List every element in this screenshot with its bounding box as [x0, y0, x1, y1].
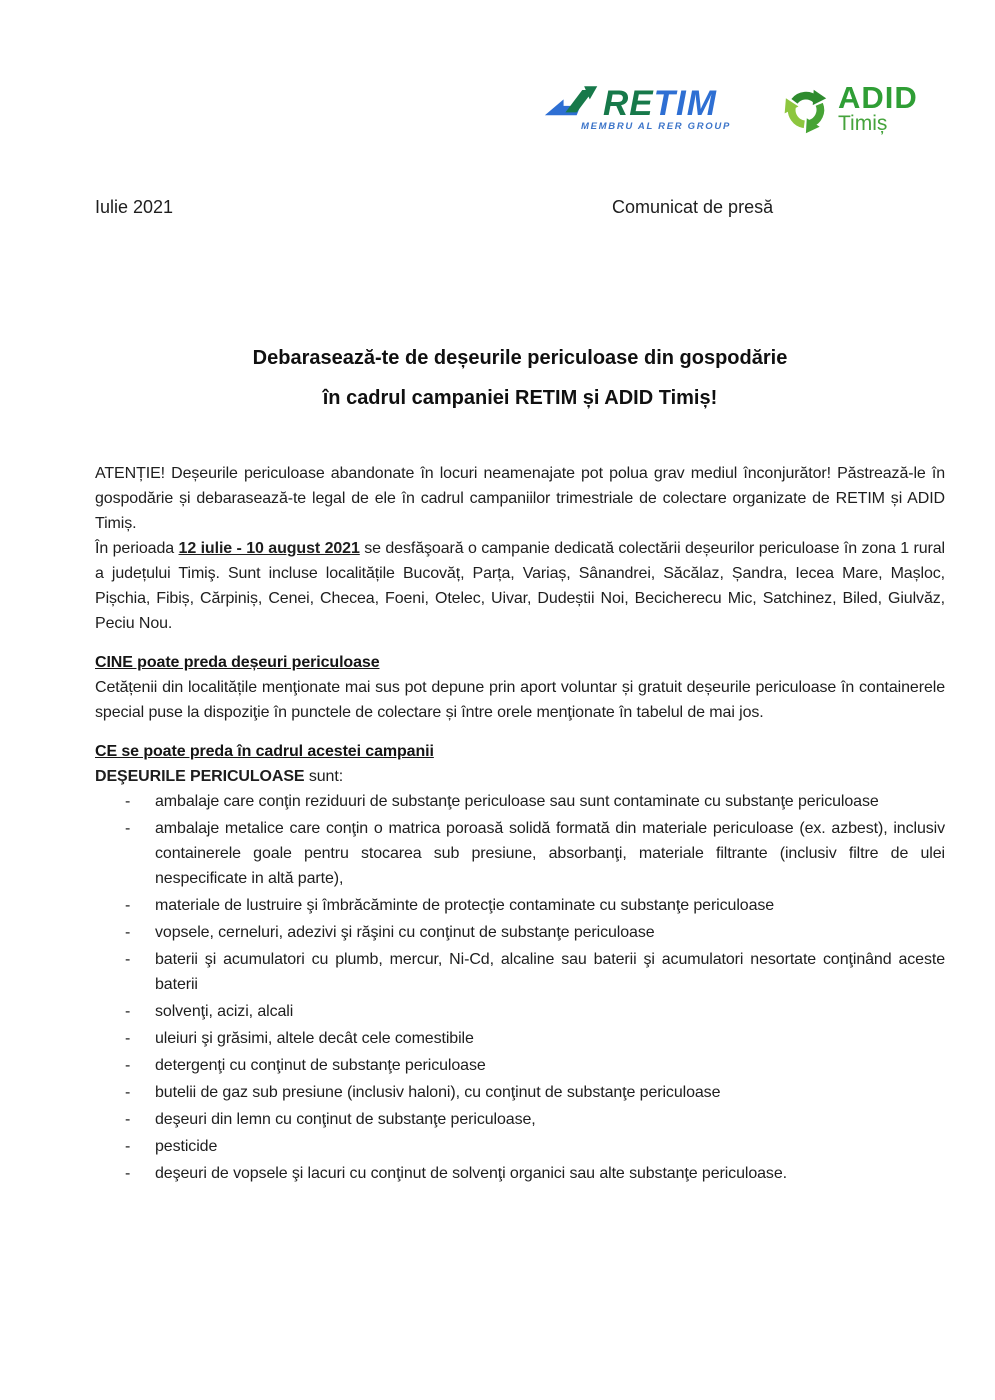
list-item: - detergenţi cu conţinut de substanţe periculoase — [95, 1053, 945, 1078]
retim-tagline: MEMBRU AL RER GROUP — [581, 121, 731, 132]
bullet-dash: - — [125, 820, 131, 837]
spacer — [95, 636, 945, 650]
bullet-dash: - — [125, 1084, 131, 1101]
adid-region-label: Timiș — [838, 111, 888, 135]
bullet-dash: - — [125, 1138, 131, 1155]
retim-arrows-icon — [543, 84, 601, 124]
bullet-dash: - — [125, 1111, 131, 1128]
who-paragraph: Cetățenii din localitățile menţionate mai sus pot depune prin aport voluntar și gratuit deșeurile periculoase în containerele special puse la dispoziţie în punctele de colectare și între orele menţionate în tabelul de mai jos. — [95, 679, 945, 721]
bullet-dash: - — [125, 1165, 131, 1182]
period-prefix: În perioada — [95, 540, 179, 557]
bullet-dash: - — [125, 793, 131, 810]
bullet-dash: - — [125, 1030, 131, 1047]
page-title — [95, 338, 945, 418]
page-title-line-1: Debarasează-te de deșeurile periculoase din gospodărie — [252, 347, 788, 369]
date-label: Iulie 2021 — [95, 197, 174, 217]
list-item: - pesticide — [95, 1134, 945, 1159]
bullet-dash: - — [125, 924, 131, 941]
spacer — [95, 725, 945, 739]
list-item: - baterii şi acumulatori cu plumb, mercur, Ni-Cd, alcaline sau baterii şi acumulatori nesortate conţinând aceste baterii — [95, 947, 945, 997]
period-dates: 12 iulie - 10 august 2021 — [178, 540, 360, 557]
document-type-label: Comunicat de presă — [612, 197, 774, 217]
bullet-dash: - — [125, 1003, 131, 1020]
period-suffix: se desfăşoară o campanie dedicată colectării deșeurilor periculoase în zona 1 rural a județului Timiş. Sunt incluse localitățile Bucovăț, Parța, Variaș, Sânandrei, Săcălaz, Șandra, Iecea Mare, Mașloc, Pișchia, Fibiș, Cărpiniș, Cenei, Checea, Foeni, Otelec, Uivar, Dudeștii Noi, Becicherecu Mic, Satchinez, Biled, Giulvăz, Peciu Nou. — [95, 540, 945, 632]
attention-paragraph: ATENȚIE! Deșeurile periculoase abandonate în locuri neamenajate pot polua grav mediul înconjurător! Păstrează-le în gospodărie și debarasează-te legal de ele în cadrul campaniilor trimestriale de colectare organizate de RETIM și ADID Timiș. — [95, 465, 945, 532]
list-item: - uleiuri şi grăsimi, altele decât cele comestibile — [95, 1026, 945, 1051]
list-item: - ambalaje metalice care conţin o matrica poroasă solidă formată din materiale periculoase (ex. azbest), inclusiv containerele goale pentru stocarea sub presiune, absorbanţi, materiale filtrante (inclusiv filtre de ulei nespecificate in altă parte), — [95, 816, 945, 891]
list-item: - materiale de lustruire şi îmbrăcăminte de protecţie contaminate cu substanţe periculoase — [95, 893, 945, 918]
retim-wordmark — [603, 84, 717, 124]
adid-wordmark: ADID — [838, 79, 918, 115]
list-item: - solvenţi, acizi, alcali — [95, 999, 945, 1024]
section-heading-who: CINE poate preda deșeuri periculoase — [95, 654, 380, 671]
retim-logo — [543, 84, 731, 132]
bullet-dash: - — [125, 897, 131, 914]
list-item: - ambalaje care conţin reziduuri de substanţe periculoase sau sunt contaminate cu substanţe periculoase — [95, 789, 945, 814]
retim-wordmark-re: RE — [603, 84, 654, 123]
list-item: - vopsele, cerneluri, adezivi şi răşini cu conţinut de substanţe periculoase — [95, 920, 945, 945]
section-heading-what: CE se poate preda în cadrul acestei campanii — [95, 743, 434, 760]
hazardous-waste-intro — [95, 764, 945, 789]
campaign-period-paragraph — [95, 536, 945, 636]
bullet-dash: - — [125, 951, 131, 968]
list-item: - butelii de gaz sub presiune (inclusiv haloni), cu conţinut de substanţe periculoase — [95, 1080, 945, 1105]
list-item: - deşeuri de vopsele şi lacuri cu conţinut de solvenţi organici sau alte substanţe periculoase. — [95, 1161, 945, 1186]
hazardous-waste-list — [95, 789, 945, 1186]
list-item: - deşeuri din lemn cu conţinut de substanţe periculoase, — [95, 1107, 945, 1132]
recycle-icon — [781, 82, 831, 136]
hazardous-waste-intro-bold: DEŞEURILE PERICULOASE — [95, 768, 305, 785]
bullet-dash: - — [125, 1057, 131, 1074]
adid-logo — [781, 79, 918, 136]
document-body — [95, 461, 945, 1188]
hazardous-waste-intro-rest: sunt: — [304, 768, 344, 785]
page-title-line-2: în cadrul campaniei RETIM și ADID Timiș! — [322, 387, 718, 409]
retim-wordmark-tim: TIM — [653, 84, 717, 123]
dateline — [95, 196, 945, 218]
